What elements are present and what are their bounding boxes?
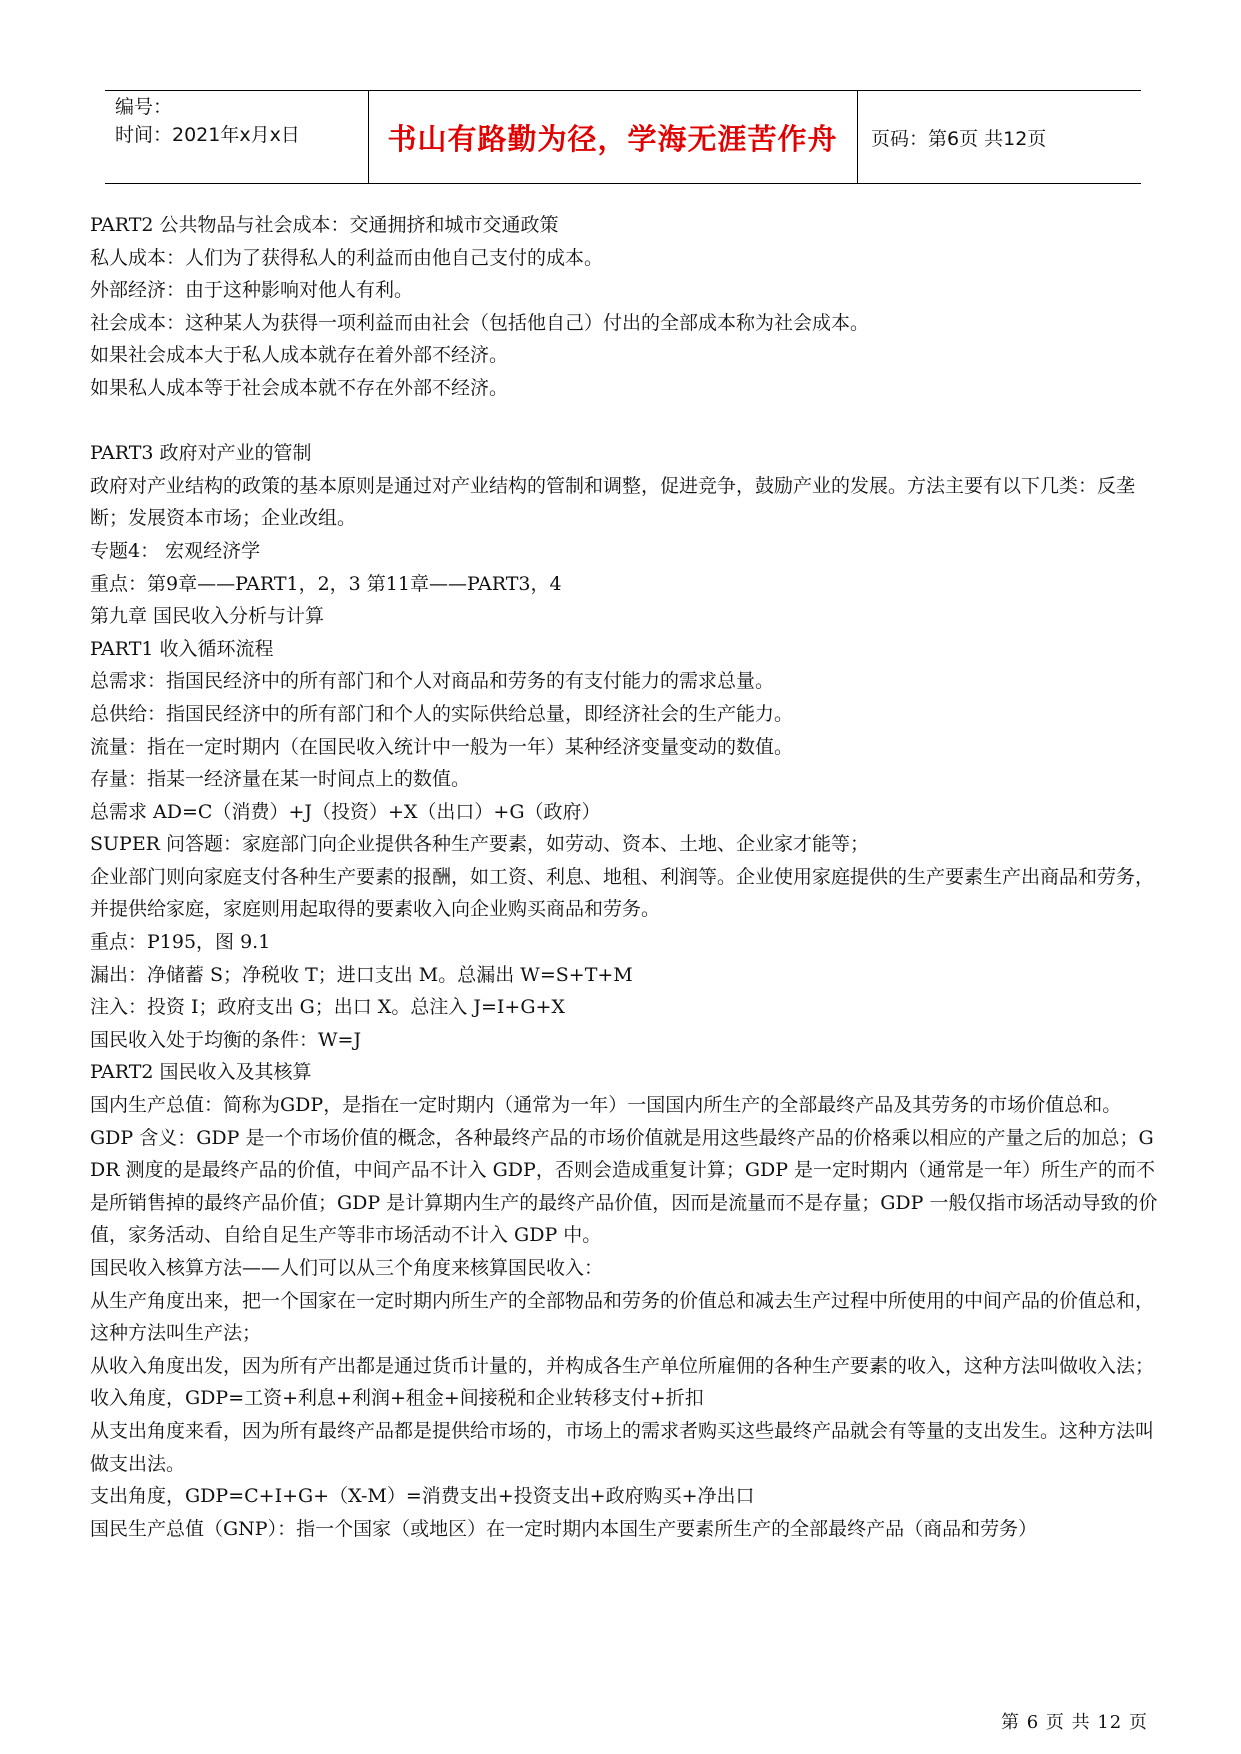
body-paragraph: PART2 公共物品与社会成本：交通拥挤和城市交通政策 bbox=[90, 214, 559, 236]
header-page-code: 页码：第6页 共12页 bbox=[871, 127, 1047, 150]
body-paragraph: 总供给：指国民经济中的所有部门和个人的实际供给总量，即经济社会的生产能力。 bbox=[90, 702, 794, 725]
body-paragraph: 外部经济：由于这种影响对他人有利。 bbox=[90, 279, 414, 302]
body-paragraph: 从收入角度出发，因为所有产出都是通过货币计量的，并构成各生产单位所雇佣的各种生产要素的收入，这种方法叫做收入法； bbox=[90, 1354, 1155, 1377]
body-paragraph: 重点：第9章——PART1，2，3 第11章——PART3，4 bbox=[90, 572, 562, 595]
body-paragraph: 重点：P195，图 9.1 bbox=[90, 931, 271, 954]
body-paragraph: 企业部门则向家庭支付各种生产要素的报酬，如工资、利息、地租、利润等。企业使用家庭提供的生产要素生产出商品和劳务，并提供给家庭，家庭则用起取得的要素收入向企业购买商品和劳务。 bbox=[90, 865, 1155, 921]
body-paragraph: 存量：指某一经济量在某一时间点上的数值。 bbox=[90, 768, 471, 791]
body-paragraph: 国民收入处于均衡的条件：W=J bbox=[90, 1028, 362, 1051]
body-paragraph: 总需求：指国民经济中的所有部门和个人对商品和劳务的有支付能力的需求总量。 bbox=[90, 670, 775, 693]
body-paragraph: PART3 政府对产业的管制 bbox=[90, 442, 312, 465]
body-paragraph: 支出角度，GDP=C+I+G+（X-M）=消费支出+投资支出+政府购买+净出口 bbox=[90, 1485, 755, 1508]
blank-line bbox=[90, 405, 1160, 438]
body-paragraph: 漏出：净储蓄 S；净税收 T；进口支出 M。总漏出 W=S+T+M bbox=[90, 963, 633, 986]
body-paragraph: PART1 收入循环流程 bbox=[90, 637, 274, 660]
body-paragraph: 专题4： 宏观经济学 bbox=[90, 539, 261, 562]
body-paragraph: 私人成本：人们为了获得私人的利益而由他自己支付的成本。 bbox=[90, 246, 604, 269]
document-time-label: 时间：2021年x月x日 bbox=[115, 124, 300, 146]
page-footer: 第 6 页 共 12 页 bbox=[1001, 1712, 1148, 1733]
header-left-cell bbox=[115, 91, 370, 185]
body-paragraph: 注入：投资 I；政府支出 G；出口 X。总注入 J=I+G+X bbox=[90, 996, 565, 1019]
body-paragraph: 第九章 国民收入分析与计算 bbox=[90, 605, 325, 628]
body-paragraph: 政府对产业结构的政策的基本原则是通过对产业结构的管制和调整，促进竞争，鼓励产业的发展。方法主要有以下几类：反垄断；发展资本市场；企业改组。 bbox=[90, 474, 1136, 530]
document-number-label: 编号： bbox=[115, 96, 173, 118]
body-paragraph: PART2 国民收入及其核算 bbox=[90, 1061, 312, 1084]
body-paragraph: 收入角度，GDP=工资+利息+利润+租金+间接税和企业转移支付+折扣 bbox=[90, 1387, 704, 1410]
document-header bbox=[105, 90, 1141, 184]
body-paragraph: 流量：指在一定时期内（在国民收入统计中一般为一年）某种经济变量变动的数值。 bbox=[90, 735, 794, 758]
body-paragraph: 从支出角度来看，因为所有最终产品都是提供给市场的，市场上的需求者购买这些最终产品就会有等量的支出发生。这种方法叫做支出法。 bbox=[90, 1419, 1155, 1475]
header-motto: 书山有路勤为径，学海无涯苦作舟 bbox=[387, 121, 838, 156]
body-paragraph: SUPER 问答题：家庭部门向企业提供各种生产要素，如劳动、资本、土地、企业家才能等； bbox=[90, 833, 870, 856]
body-paragraph: 如果社会成本大于私人成本就存在着外部不经济。 bbox=[90, 344, 509, 367]
body-paragraph: 总需求 AD=C（消费）+J（投资）+X（出口）+G（政府） bbox=[90, 800, 601, 823]
body-paragraph: GDP 含义：GDP 是一个市场价值的概念，各种最终产品的市场价值就是用这些最终产品的价格乘以相应的产量之后的加总；GDR 测度的是最终产品的价值，中间产品不计入 GDP，否则会造成重复计算；GDP 是一定时期内（通常是一年）所生产的而不是所销售掉的最终产品价值；GDP 是计算期内生产的最终产品价值，因而是流量而不是存量；GDP 一般仅指市场活动导致的价值，家务活动、自给自足生产等非市场活动不计入 GDP 中。 bbox=[90, 1126, 1158, 1247]
body-paragraph: 国内生产总值：简称为GDP，是指在一定时期内（通常为一年）一国国内所生产的全部最终产品及其劳务的市场价值总和。 bbox=[90, 1094, 1122, 1117]
body-paragraph: 国民生产总值（GNP）：指一个国家（或地区）在一定时期内本国生产要素所生产的全部最终产品（商品和劳务） bbox=[90, 1517, 1038, 1540]
body-paragraph: 社会成本：这种某人为获得一项利益而由社会（包括他自己）付出的全部成本称为社会成本。 bbox=[90, 311, 870, 334]
body-paragraph: 国民收入核算方法——人们可以从三个角度来核算国民收入： bbox=[90, 1257, 604, 1279]
body-paragraph: 如果私人成本等于社会成本就不存在外部不经济。 bbox=[90, 376, 509, 399]
document-body bbox=[90, 209, 1160, 1545]
body-paragraph: 从生产角度出来，把一个国家在一定时期内所生产的全部物品和劳务的价值总和减去生产过程中所使用的中间产品的价值总和，这种方法叫生产法； bbox=[90, 1289, 1155, 1345]
